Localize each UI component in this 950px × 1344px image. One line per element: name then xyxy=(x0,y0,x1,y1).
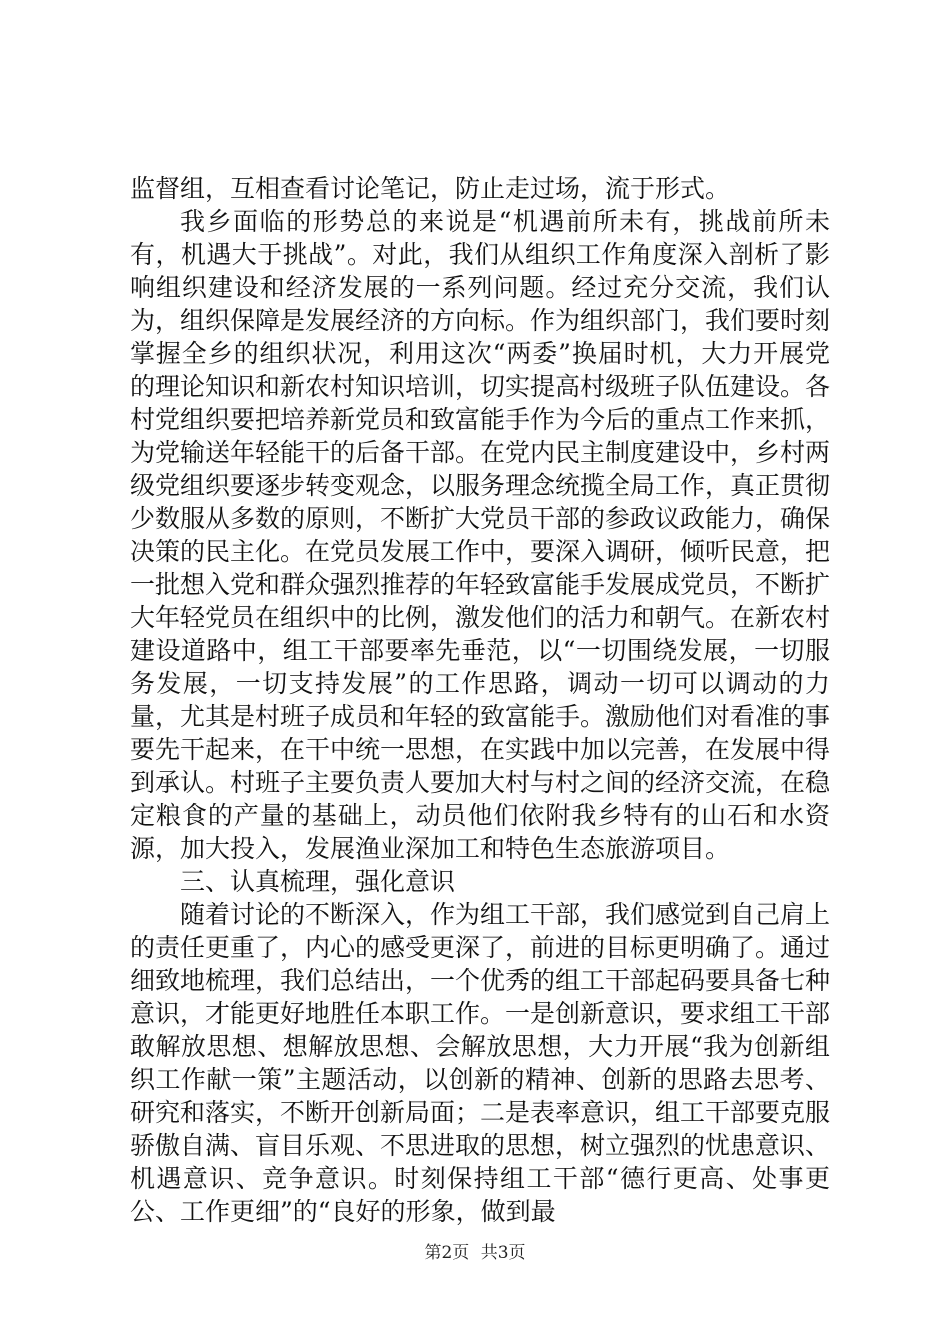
document-body xyxy=(130,172,830,1228)
paragraph-continuation: 监督组，互相查看讨论笔记，防止走过场，流于形式。 xyxy=(130,174,731,203)
paragraph-seven-awareness: 随着讨论的不断深入，作为组工干部，我们感觉到自己肩上的责任更重了，内心的感受更深了，前进的目标更明确了。通过细致地梳理，我们总结出，一个优秀的组工干部起码要具备七种意识，才能更好地胜任本职工作。一是创新意识，要求组工干部敢解放思想、想解放思想、会解放思想，大力开展“我为创新组织工作献一策”主题活动，以创新的精神、创新的思路去思考、研究和落实，不断开创新局面；二是表率意识，组工干部要克服骄傲自满、盲目乐观、不思进取的思想，树立强烈的忧患意识、机遇意识、竞争意识。时刻保持组工干部“德行更高、处事更公、工作更细”的“良好的形象，做到最 xyxy=(130,900,831,1226)
page-number: 第2页 xyxy=(424,1243,470,1263)
page-total: 共3页 xyxy=(480,1243,526,1263)
paragraph-situation-analysis: 我乡面临的形势总的来说是“机遇前所未有，挑战前所未有，机遇大于挑战”。对此，我们从组织工作角度深入剖析了影响组织建设和经济发展的一系列问题。经过充分交流，我们认为，组织保障是发展经济的方向标。作为组织部门，我们要时刻掌握全乡的组织状况，利用这次“两委”换届时机，大力开展党的理论知识和新农村知识培训，切实提高村级班子队伍建设。各村党组织要把培养新党员和致富能手作为今后的重点工作来抓，为党输送年轻能干的后备干部。在党内民主制度建设中，乡村两级党组织要逐步转变观念，以服务理念统揽全局工作，真正贯彻少数服从多数的原则，不断扩大党员干部的参政议政能力，确保决策的民主化。在党员发展工作中，要深入调研，倾听民意，把一批想入党和群众强烈推荐的年轻致富能手发展成党员，不断扩大年轻党员在组织中的比例，激发他们的活力和朝气。在新农村建设道路中，组工干部要率先垂范，以“一切围绕发展，一切服务发展，一切支持发展”的工作思路，调动一切可以调动的力量，尤其是村班子成员和年轻的致富能手。激励他们对看准的事要先干起来，在干中统一思想，在实践中加以完善，在发展中得到承认。村班子主要负责人要加大村与村之间的经济交流，在稳定粮食的产量的基础上，动员他们依附我乡特有的山石和水资源，加大投入，发展渔业深加工和特色生态旅游项目。 xyxy=(130,207,831,863)
section-heading: 三、认真梳理，强化意识 xyxy=(180,867,456,896)
page-footer xyxy=(0,1243,950,1263)
